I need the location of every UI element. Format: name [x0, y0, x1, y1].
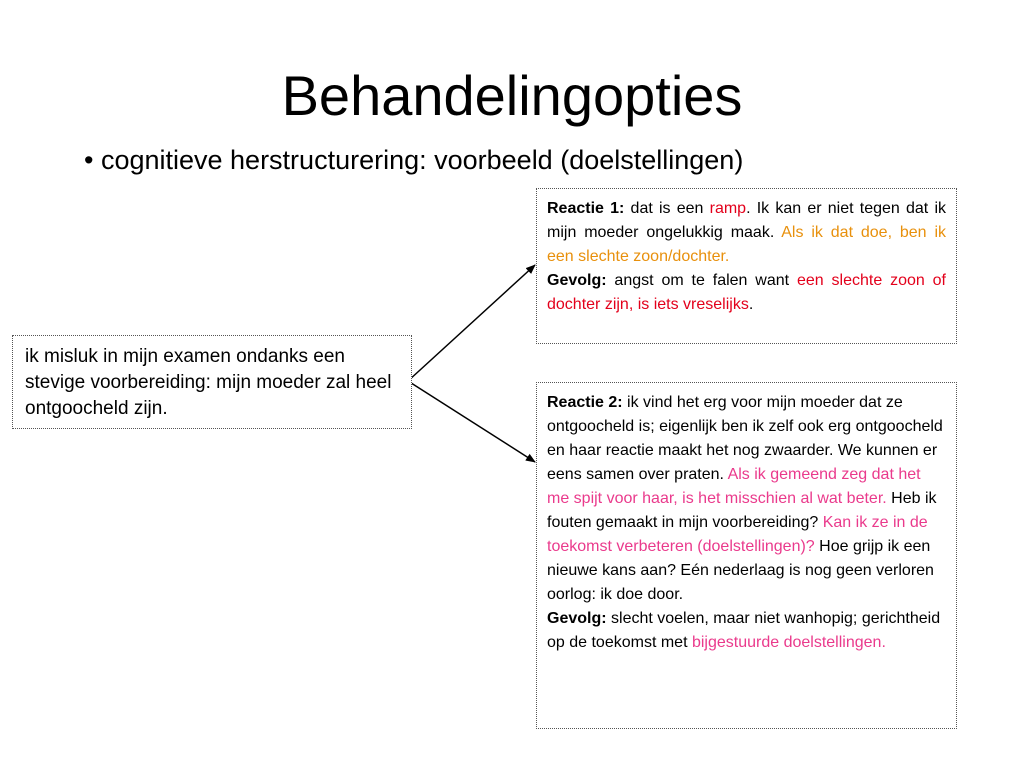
reaction-2-highlight-b: Kan ik ze in de toekomst verbeteren (doelstellingen)?	[547, 514, 928, 555]
reaction-1-label: Reactie 1:	[547, 200, 625, 217]
reaction-1-text-b: . Ik kan er niet tegen dat ik mijn moeder ongelukkig maak.	[547, 200, 946, 241]
source-thought-text: ik misluk in mijn examen ondanks een stevige voorbereiding: mijn moeder zal heel ontgoocheld zijn.	[25, 346, 392, 419]
reaction-1-gevolg-end: .	[748, 296, 754, 313]
reaction-2-text-c: Hoe grijp ik een nieuwe kans aan? Eén nederlaag is nog geen verloren oorlog: ik doe door.	[547, 538, 934, 603]
reaction-1-text-a: dat is een	[624, 200, 710, 217]
arrow-to-reaction-1	[408, 265, 535, 381]
reaction-2-highlight-a: Als ik gemeend zeg dat het me spijt voor haar, is het misschien al wat beter.	[547, 466, 921, 507]
reaction-1-box	[536, 188, 957, 344]
reaction-1-gevolg-text: angst om te falen want	[606, 272, 797, 289]
reaction-1-ramp: ramp	[709, 200, 747, 217]
reaction-2-gevolg-label: Gevolg:	[547, 610, 607, 627]
reaction-2-text-a: ik vind het erg voor mijn moeder dat ze ontgoocheld is; eigenlijk ben ik zelf ook erg ontgoocheld en haar reactie maakt het nog zwaarder. We kunnen er eens samen over praten.	[547, 394, 943, 483]
source-thought-box	[12, 335, 412, 429]
slide-subtitle: • cognitieve herstructurering: voorbeeld (doelstellingen)	[84, 145, 744, 175]
reaction-1-irrational-belief: Als ik dat doe, ben ik een slechte zoon/dochter.	[547, 224, 946, 265]
slide-title: Behandelingopties	[281, 64, 743, 127]
reaction-2-label: Reactie 2:	[547, 394, 623, 411]
reaction-2-gevolg-text: slecht voelen, maar niet wanhopig; gerichtheid op de toekomst met	[547, 610, 941, 651]
reaction-2-text-b: Heb ik fouten gemaakt in mijn voorbereiding?	[547, 490, 937, 531]
reaction-1-gevolg-highlight: een slechte zoon of dochter zijn, is iets vreselijks	[547, 272, 946, 313]
reaction-2-gevolg-highlight: bijgestuurde doelstellingen.	[691, 634, 886, 651]
reaction-2-box	[536, 382, 957, 729]
arrow-to-reaction-2	[408, 381, 535, 462]
reaction-1-gevolg-label: Gevolg:	[547, 272, 607, 289]
